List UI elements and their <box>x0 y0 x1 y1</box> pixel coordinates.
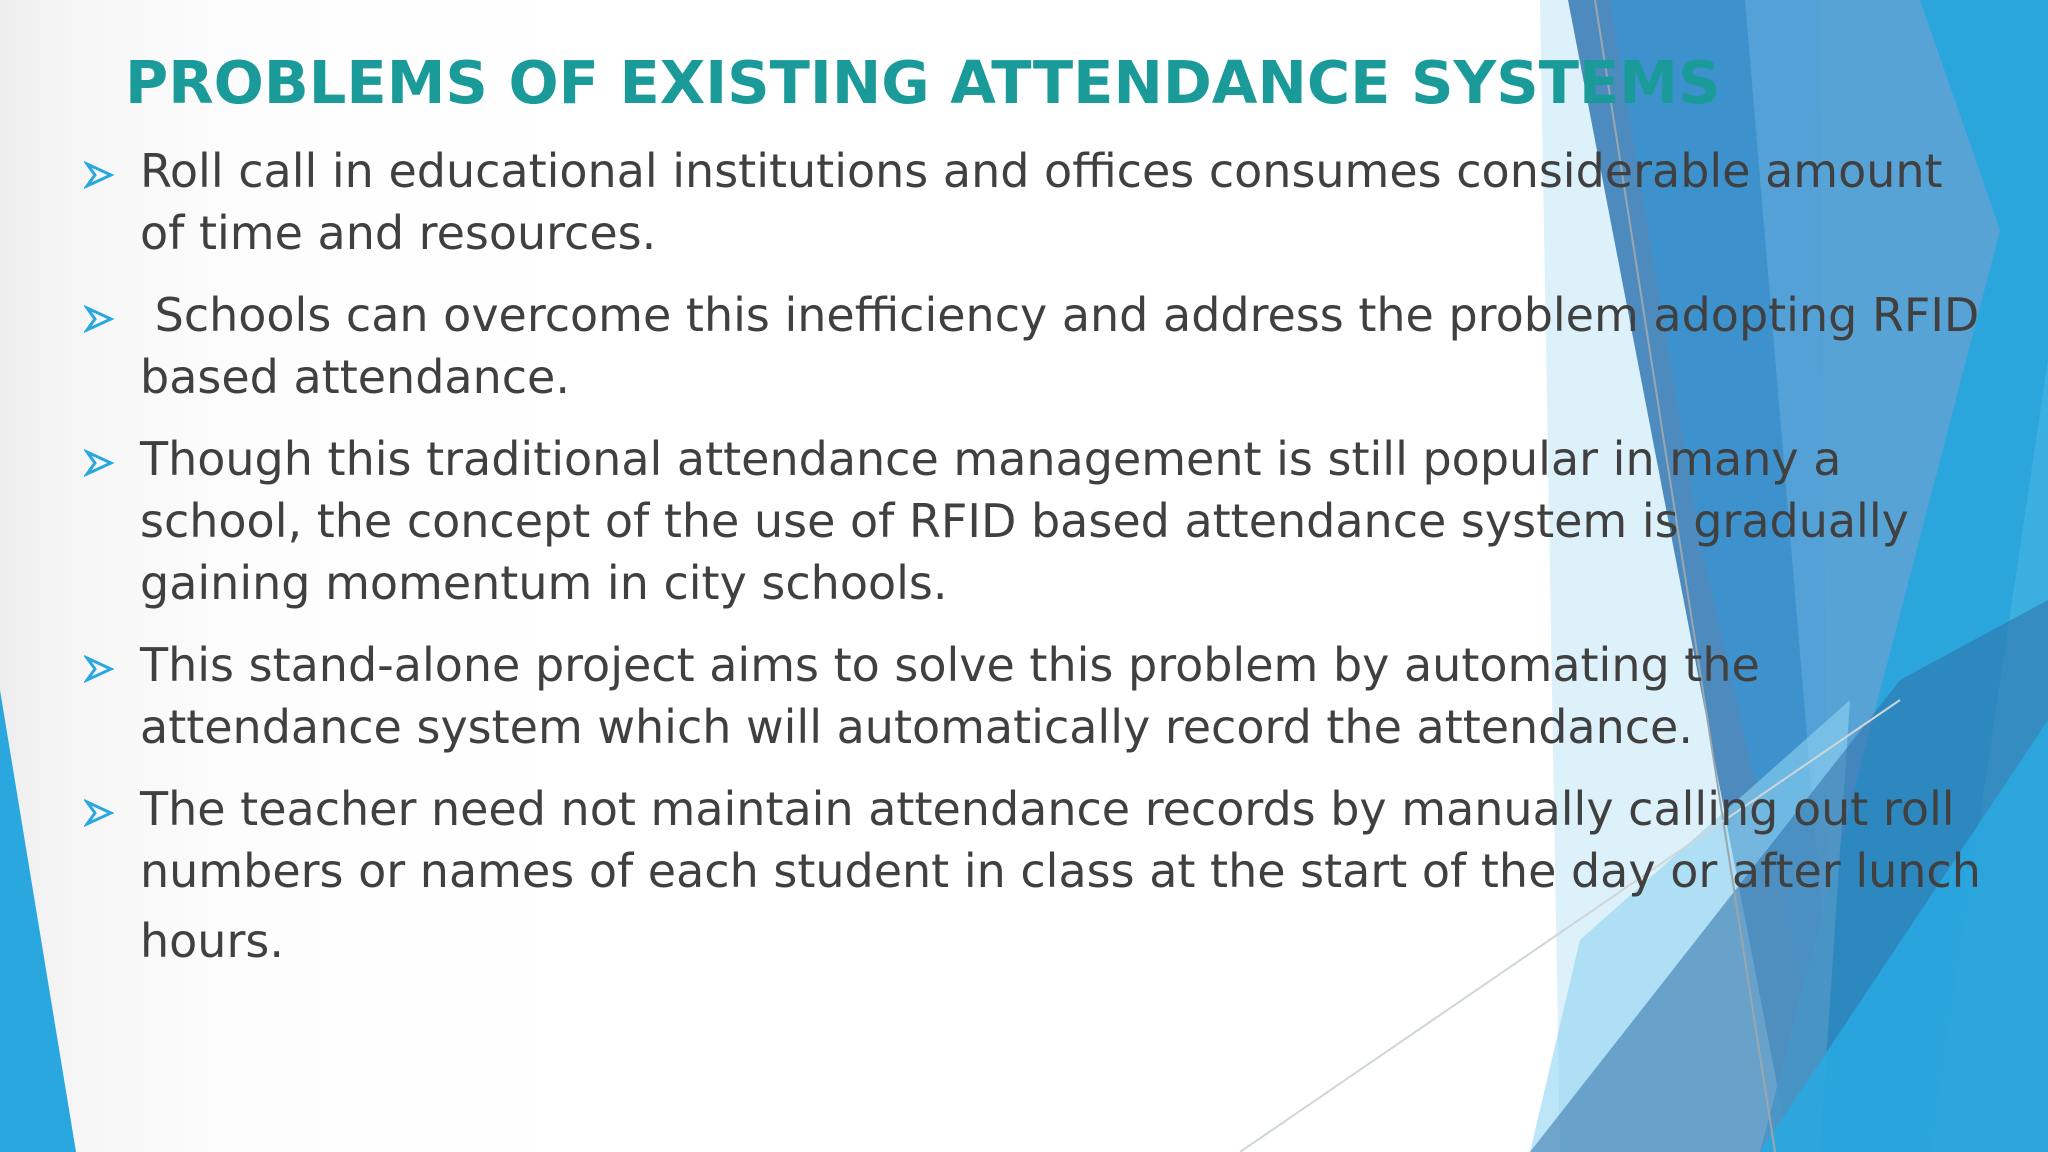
bullet-line: Roll call in educational institutions and offices consumes considerable amount <box>140 144 1943 198</box>
left-sliver-shape <box>0 690 76 1152</box>
bullet-line: based attendance. <box>140 350 570 404</box>
bullet-line: hours. <box>140 914 284 968</box>
bullet-line: The teacher need not maintain attendance records by manually calling out roll <box>140 782 1955 836</box>
arrow-bullet-icon <box>84 654 114 684</box>
bullet-list <box>80 140 2000 1000</box>
bullet-item <box>80 778 2000 980</box>
bullet-line: school, the concept of the use of RFID based attendance system is gradually <box>140 494 1909 548</box>
bullet-line: numbers or names of each student in class at the start of the day or after lunch <box>140 844 1981 898</box>
arrow-bullet-icon <box>84 160 114 190</box>
bullet-item <box>80 428 2000 614</box>
bullet-item <box>80 284 2000 408</box>
bullet-item <box>80 140 2000 264</box>
arrow-bullet-icon <box>84 798 114 828</box>
slide-title: PROBLEMS OF EXISTING ATTENDANCE SYSTEMS <box>125 48 1721 117</box>
bullet-line: Though this traditional attendance management is still popular in many a <box>140 432 1842 486</box>
arrow-bullet-icon <box>84 448 114 478</box>
bullet-line: gaining momentum in city schools. <box>140 556 948 610</box>
bullet-line: This stand-alone project aims to solve this problem by automating the <box>140 638 1760 692</box>
bullet-line: Schools can overcome this inefficiency and address the problem adopting RFID <box>140 288 1980 342</box>
bullet-line: attendance system which will automatically record the attendance. <box>140 700 1693 754</box>
bullet-item <box>80 634 2000 758</box>
bullet-line: of time and resources. <box>140 206 657 260</box>
arrow-bullet-icon <box>84 304 114 334</box>
